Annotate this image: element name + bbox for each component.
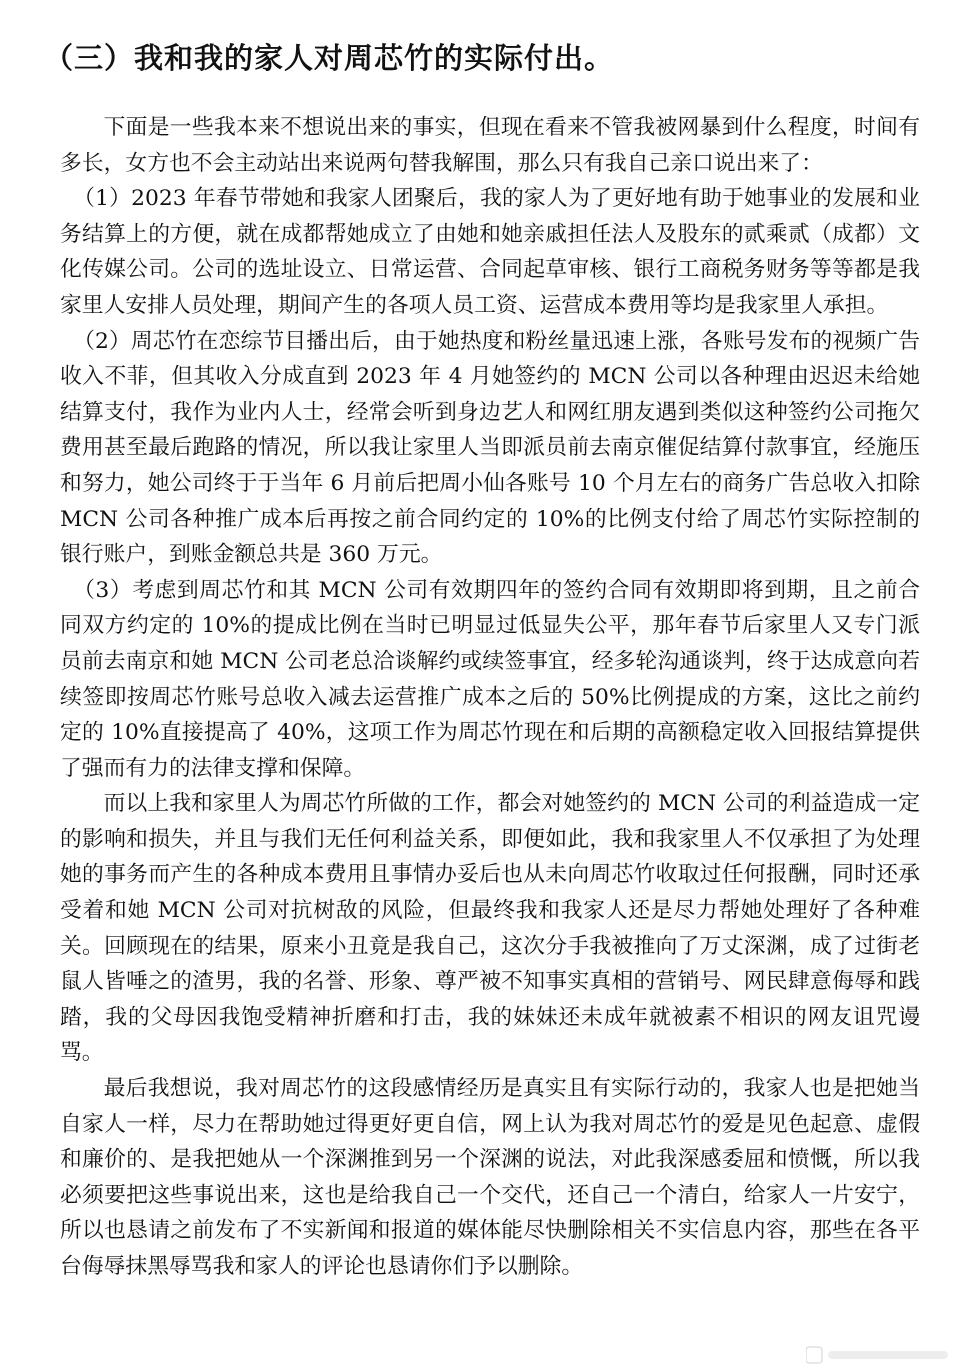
item-1-paragraph: （1）2023 年春节带她和我家人团聚后，我的家人为了更好地有助于她事业的发展和业务结算上的方便，就在成都帮她成立了由她和她亲戚担任法人及股东的贰乘贰（成都）文化传媒公司。公司的选址设立、日常运营、合同起草审核、银行工商税务财务等等都是我家里人安排人员处理，期间产生的各项人员工资、运营成本费用等均是我家里人承担。	[60, 186, 920, 318]
closing-paragraph: 最后我想说，我对周芯竹的这段感情经历是真实且有实际行动的，我家人也是把她当自家人一样，尽力在帮助她过得更好更自信，网上认为我对周芯竹的爱是见色起意、虚假和廉价的、是我把她从一个深渊推到另一个深渊的说法，对此我深感委屈和愤慨，所以我必须要把这些事说出来，这也是给我自己一个交代，还自己一个清白，给家人一片安宁，所以也恳请之前发布了不实新闻和报道的媒体能尽快删除相关不实信息内容，那些在各平台侮辱抹黑辱骂我和家人的评论也恳请你们予以删除。	[60, 1076, 920, 1279]
summary-paragraph: 而以上我和家里人为周芯竹所做的工作，都会对她签约的 MCN 公司的利益造成一定的影响和损失，并且与我们无任何利益关系，即便如此，我和我家里人不仅承担了为处理她的事务而产生的各种成本费用且事情办妥后也从未向周芯竹收取过任何报酬，同时还承受着和她 MCN 公司对抗树敌的风险，但最终我和我家人还是尽力帮她处理好了各种难关。回顾现在的结果，原来小丑竟是我自己，这次分手我被推向了万丈深渊，成了过街老鼠人皆唾之的渣男，我的名誉、形象、尊严被不知事实真相的营销号、网民肆意侮辱和践踏，我的父母因我饱受精神折磨和打击，我的妹妹还未成年就被素不相识的网友诅咒谩骂。	[60, 791, 920, 1066]
intro-paragraph: 下面是一些我本来不想说出来的事实，但现在看来不管我被网暴到什么程度，时间有多长，女方也不会主动站出来说两句替我解围，那么只有我自己亲口说出来了：	[60, 115, 920, 176]
item-2-paragraph: （2）周芯竹在恋综节目播出后，由于她热度和粉丝量迅速上涨，各账号发布的视频广告收入不菲，但其收入分成直到 2023 年 4 月她签约的 MCN 公司以各种理由迟迟未给她结算支付，我作为业内人士，经常会听到身边艺人和网红朋友遇到类似这种签约公司拖欠费用甚至最后跑路的情况，所以我让家里人当即派员前去南京催促结算付款事宜，经施压和努力，她公司终于于当年 6 月前后把周小仙各账号 10 个月左右的商务广告总收入扣除 MCN 公司各种推广成本后再按之前合同约定的 10%的比例支付给了周芯竹实际控制的银行账户，到账金额总共是 360 万元。	[60, 328, 920, 568]
document-body	[60, 110, 920, 1285]
section-heading: （三）我和我的家人对周芯竹的实际付出。	[44, 41, 615, 75]
item-3-paragraph: （3）考虑到周芯竹和其 MCN 公司有效期四年的签约合同有效期即将到期，且之前合同双方约定的 10%的提成比例在当时已明显过低显失公平，那年春节后家里人又专门派员前去南京和她 MCN 公司老总洽谈解约或续签事宜，经多轮沟通谈判，终于达成意向若续签即按周芯竹账号总收入减去运营推广成本之后的 50%比例提成的方案，这比之前约定的 10%直接提高了 40%，这项工作为周芯竹现在和后期的高额稳定收入回报结算提供了强而有力的法律支撑和保障。	[60, 577, 920, 781]
watermark-logo	[806, 1342, 956, 1368]
